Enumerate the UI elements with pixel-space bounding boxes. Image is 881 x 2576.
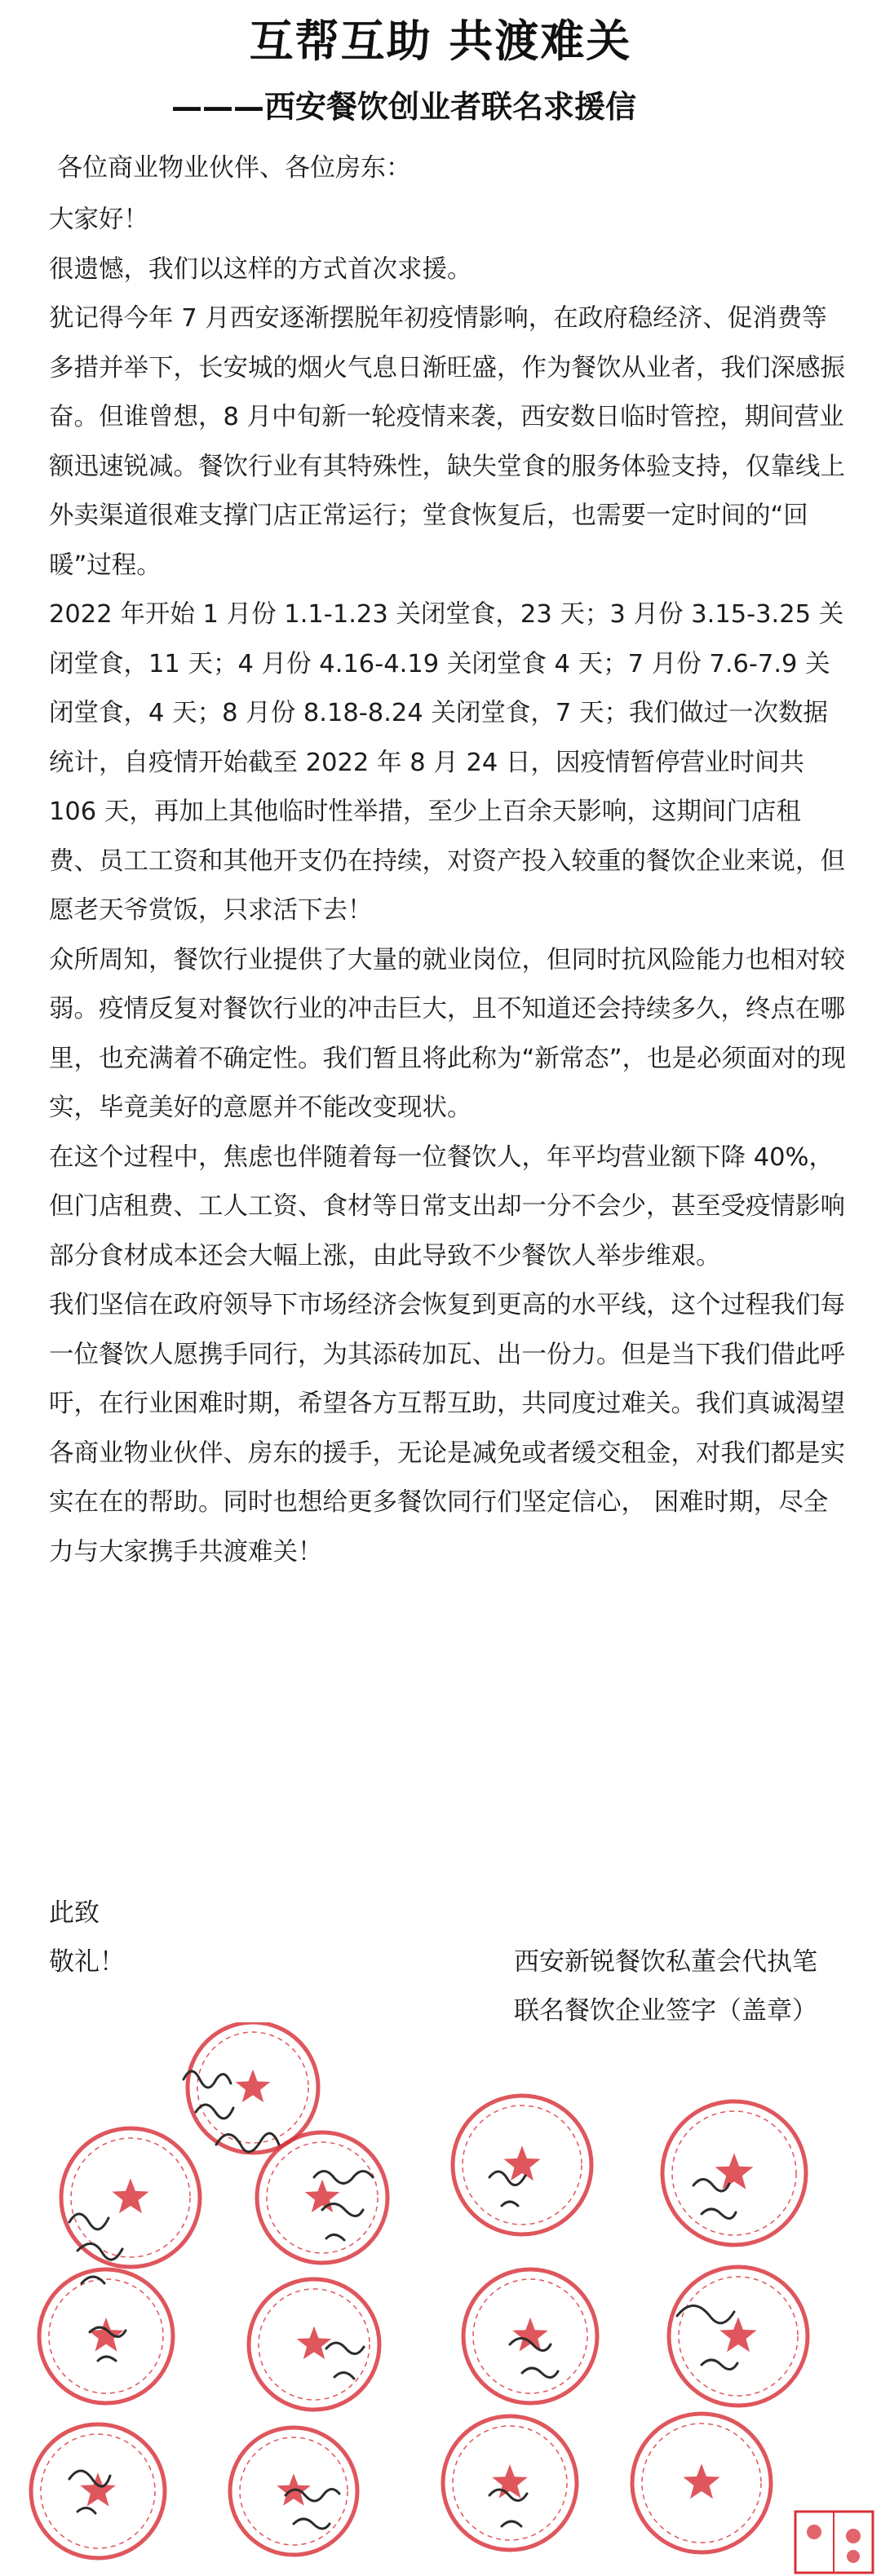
signature-scribble-6: [693, 2180, 736, 2219]
paragraph-industry-risk: 众所周知，餐饮行业提供了大量的就业岗位，但同时抗风险能力也相对较弱。疫情反复对餐饮行业的冲击巨大，且不知道还会持续多久，终点在哪里，也充满着不确定性。我们暂且将此称为“新常态”，也是必须面对的现实，毕竟美好的意愿并不能改变现状。: [49, 945, 847, 1122]
letter-subtitle: ———西安餐饮创业者联名求援信: [171, 89, 637, 125]
signature-line-2: 联名餐饮企业签字（盖章）: [514, 1996, 817, 2026]
seal-3: [257, 2132, 387, 2263]
seal-10: [31, 2424, 165, 2558]
signature-scribble-10: [677, 2306, 737, 2370]
salutation: 各位商业物业伙伴、各位房东：: [57, 153, 411, 183]
closing-line-1: 此致: [49, 1898, 100, 1928]
seals-area: [0, 2022, 881, 2576]
letter-title: 互帮互助 共渡难关: [249, 15, 632, 67]
signature-scribble-3: [69, 2214, 122, 2283]
seal-4: [453, 2096, 591, 2234]
signature-line-1: 西安新锐餐饮私董会代执笔: [514, 1947, 817, 1977]
seal-6: [39, 2269, 173, 2403]
signature-scribble-8: [326, 2343, 364, 2379]
seal-9: [669, 2267, 808, 2406]
paragraph-anxiety: 在这个过程中，焦虑也伴随着每一位餐饮人，年平均营业额下降 40%，但门店租费、工人工资、食材等日常支出却一分不会少，甚至受疫情影响部分食材成本还会大幅上涨，由此导致不少餐饮人举步维艰。: [49, 1142, 845, 1270]
seal-12: [443, 2416, 577, 2550]
seal-8: [463, 2269, 597, 2403]
seal-7: [249, 2279, 379, 2410]
paragraph-background: 犹记得今年 7 月西安逐渐摆脱年初疫情影响，在政府稳经济、促消费等多措并举下，长安城的烟火气息日渐旺盛，作为餐饮从业者，我们深感振奋。但谁曾想，8 月中旬新一轮疫情来袭，西安数日临时管控，期间营业额迅速锐减。餐饮行业有其特殊性，缺失堂食的服务体验支持，仅靠线上外卖渠道很难支撑门店正常运行；堂食恢复后，也需要一定时间的“回暖”过程。: [49, 304, 845, 580]
signature-scribble-9: [510, 2339, 558, 2378]
company-seals: [31, 2022, 808, 2558]
signature-scribble-13: [489, 2490, 527, 2526]
paragraph-appeal: 我们坚信在政府领导下市场经济会恢复到更高的水平线，这个过程我们每一位餐饮人愿携手同行，为其添砖加瓦、出一份力。但是当下我们借此呼吁，在行业困难时期，希望各方互帮互助，共同度过难关。我们真诚渴望各商业物业伙伴、房东的援手，无论是减免或者缓交租金，对我们都是实实在在的帮助。同时也想给更多餐饮同行们坚定信心， 困难时期，尽全力与大家携手共渡难关！: [49, 1291, 845, 1566]
closing-line-2: 敬礼！: [49, 1947, 125, 1977]
paragraph-closure-stats: 2022 年开始 1 月份 1.1-1.23 关闭堂食，23 天；3 月份 3.15-3.25 关闭堂食，11 天；4 月份 4.16-4.19 关闭堂食 4 天；7 月份 7.6-7.9 关闭堂食，4 天；8 月份 8.18-8.24 关闭堂食，7 天；我们做过一次数据统计，自疫情开始截至 2022 年 8 月 24 日，因疫情暂停营业时间共 106 天，再加上其他临时性举措，至少上百余天影响，这期间门店租费、员工工资和其他开支仍在持续，对资产投入较重的餐饮企业来说，但愿老天爷赏饭，只求活下去！: [49, 600, 845, 925]
seal-5: [662, 2101, 806, 2245]
letter-body: [49, 196, 848, 1577]
seal-13: [632, 2414, 771, 2552]
paragraph-greeting: 大家好！: [49, 205, 148, 234]
corner-stamp: [795, 2512, 873, 2573]
paragraph-intro: 很遗憾，我们以这样的方式首次求援。: [49, 254, 472, 284]
signature-scribble-5: [489, 2172, 525, 2206]
